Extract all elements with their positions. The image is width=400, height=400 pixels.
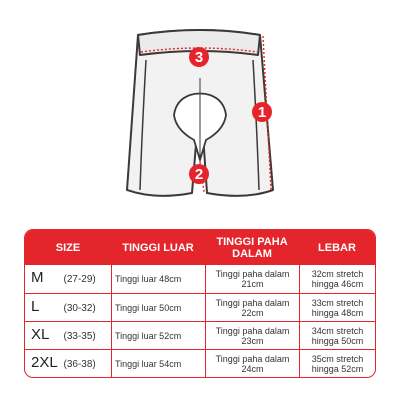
size-chart-table <box>24 229 376 378</box>
lebar-cell: 33cm stretch hingga 48cm <box>299 293 375 321</box>
svg-text:2: 2 <box>194 166 204 183</box>
lebar-cell: 34cm stretch hingga 50cm <box>299 321 375 349</box>
size-range: (30-32) <box>63 302 96 314</box>
table-row <box>25 349 375 377</box>
table-header-row <box>25 230 375 265</box>
svg-text:3: 3 <box>194 49 204 66</box>
svg-text:1: 1 <box>257 104 267 121</box>
size-label: XL <box>31 325 50 343</box>
header-lebar: LEBAR <box>299 230 375 265</box>
size-cell <box>25 349 111 377</box>
header-size: SIZE <box>25 230 111 265</box>
table-row <box>25 321 375 349</box>
lebar-cell: 32cm stretch hingga 46cm <box>299 265 375 293</box>
size-range: (27-29) <box>63 274 96 285</box>
marker-2 <box>189 164 209 184</box>
size-cell <box>25 321 111 349</box>
header-tinggi-paha: TINGGI PAHA DALAM <box>205 230 299 265</box>
tinggi-paha-cell: Tinggi paha dalam 24cm <box>205 349 299 377</box>
size-label: L <box>31 297 40 315</box>
marker-1 <box>252 102 272 122</box>
size-cell <box>25 265 111 293</box>
tinggi-paha-cell: Tinggi paha dalam 21cm <box>205 265 299 293</box>
table-row <box>25 293 375 321</box>
tinggi-luar-cell: Tinggi luar 50cm <box>111 293 205 321</box>
tinggi-paha-cell: Tinggi paha dalam 23cm <box>205 321 299 349</box>
size-label: M <box>31 269 44 286</box>
size-range: (36-38) <box>63 358 96 370</box>
size-range: (33-35) <box>63 330 96 342</box>
marker-3 <box>189 47 209 67</box>
header-tinggi-luar: TINGGI LUAR <box>111 230 205 265</box>
size-cell <box>25 293 111 321</box>
tinggi-luar-cell: Tinggi luar 54cm <box>111 349 205 377</box>
size-label: 2XL <box>31 353 58 371</box>
tinggi-paha-cell: Tinggi paha dalam 22cm <box>205 293 299 321</box>
lebar-cell: 35cm stretch hingga 52cm <box>299 349 375 377</box>
tinggi-luar-cell: Tinggi luar 48cm <box>111 265 205 293</box>
tinggi-luar-cell: Tinggi luar 52cm <box>111 321 205 349</box>
table-row <box>25 265 375 293</box>
